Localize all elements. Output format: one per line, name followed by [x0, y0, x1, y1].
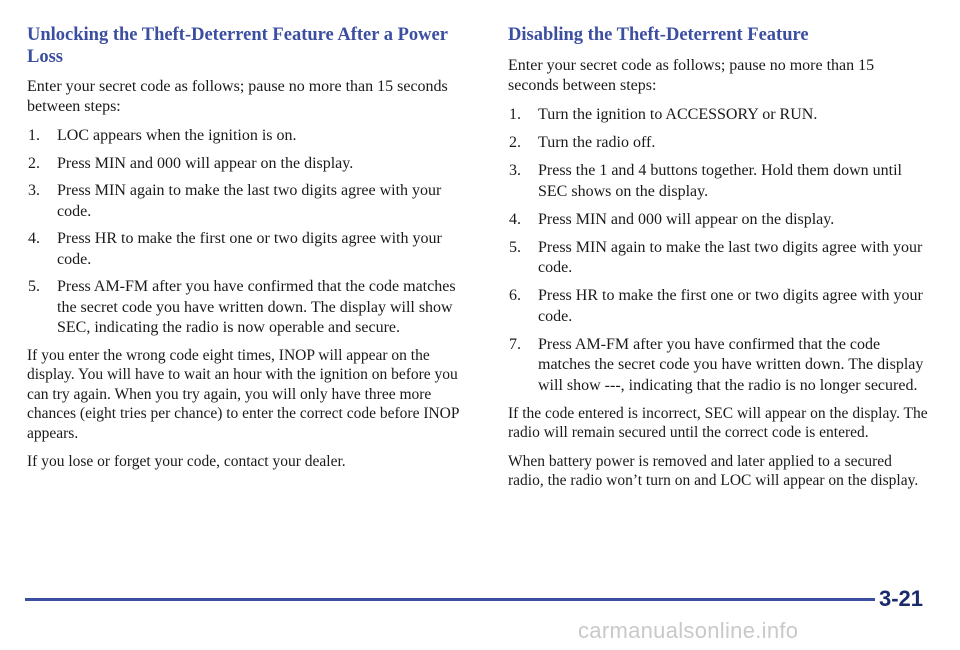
- page-number: 3-21: [879, 586, 924, 611]
- step-text: Press MIN and 000 will appear on the display.: [57, 154, 354, 172]
- list-item: [27, 277, 467, 339]
- step-text: Press MIN again to make the last two digits agree with your code.: [57, 182, 442, 220]
- step-number: 6.: [509, 287, 521, 304]
- step-text: LOC appears when the ignition is on.: [57, 127, 297, 144]
- step-number: 1.: [509, 106, 521, 123]
- step-text: Press MIN and 000 will appear on the display.: [538, 210, 835, 228]
- list-item: [508, 335, 928, 397]
- list-item: [27, 229, 467, 270]
- step-text: Press HR to make the first one or two digits agree with your code.: [538, 287, 923, 325]
- step-number: 3.: [509, 162, 521, 179]
- intro-text: Enter your secret code as follows; pause no more than 15 seconds between steps:: [27, 78, 448, 115]
- list-item: [508, 286, 928, 327]
- step-number: 7.: [509, 335, 521, 353]
- list-item: [508, 238, 928, 279]
- paragraph-battery-power: When battery power is removed and later applied to a secured radio, the radio won’t turn on and LOC will appear on the display.: [508, 452, 919, 489]
- intro-text: Enter your secret code as follows; pause no more than 15 seconds between steps:: [508, 57, 875, 94]
- list-item: [27, 154, 467, 175]
- list-item: [508, 133, 928, 154]
- list-item: [27, 126, 467, 147]
- list-item: [27, 181, 467, 222]
- step-number: 1.: [28, 127, 40, 144]
- section-heading-disabling: Disabling the Theft-Deterrent Feature: [508, 25, 809, 45]
- left-column: [27, 24, 467, 481]
- step-number: 2.: [509, 134, 521, 151]
- step-text: Turn the radio off.: [538, 134, 656, 151]
- section-heading-unlocking: Unlocking the Theft-Deterrent Feature After a Power Loss: [27, 25, 448, 67]
- paragraph-incorrect-code: If the code entered is incorrect, SEC will appear on the display. The radio will remain secured until the correct code is entered.: [508, 404, 928, 441]
- step-number: 4.: [509, 210, 521, 228]
- list-item: [508, 210, 928, 231]
- list-item: [508, 105, 928, 126]
- step-text: Press AM-FM after you have confirmed that the code matches the secret code you have written down. The display will show SEC, indicating the radio is now operable and secure.: [57, 278, 456, 336]
- footer-rule: [25, 598, 875, 601]
- steps-list: [27, 126, 467, 339]
- step-text: Press HR to make the first one or two digits agree with your code.: [57, 230, 442, 268]
- step-number: 4.: [28, 230, 40, 247]
- step-text: Press the 1 and 4 buttons together. Hold them down until SEC shows on the display.: [538, 162, 902, 200]
- step-text: Press AM-FM after you have confirmed that the code matches the secret code you have written down. The display will show ---, indicating that the radio is no longer secured.: [538, 335, 924, 394]
- step-text: Turn the ignition to ACCESSORY or RUN.: [538, 106, 818, 123]
- watermark: carmanualsonline.info: [578, 618, 799, 643]
- step-number: 5.: [28, 278, 40, 295]
- step-text: Press MIN again to make the last two digits agree with your code.: [538, 238, 923, 276]
- paragraph-wrong-code: If you enter the wrong code eight times, INOP will appear on the display. You will have to wait an hour with the ignition on before you can try again. When you try again, you will only have three more chances (eight tries per chance) to enter the correct code before INOP appears.: [27, 346, 459, 442]
- paragraph-lost-code: If you lose or forget your code, contact your dealer.: [27, 453, 346, 470]
- steps-list: [508, 105, 928, 396]
- list-item: [508, 161, 928, 202]
- step-number: 3.: [28, 182, 40, 199]
- right-column: [508, 24, 928, 500]
- step-number: 2.: [28, 154, 40, 172]
- step-number: 5.: [509, 238, 521, 256]
